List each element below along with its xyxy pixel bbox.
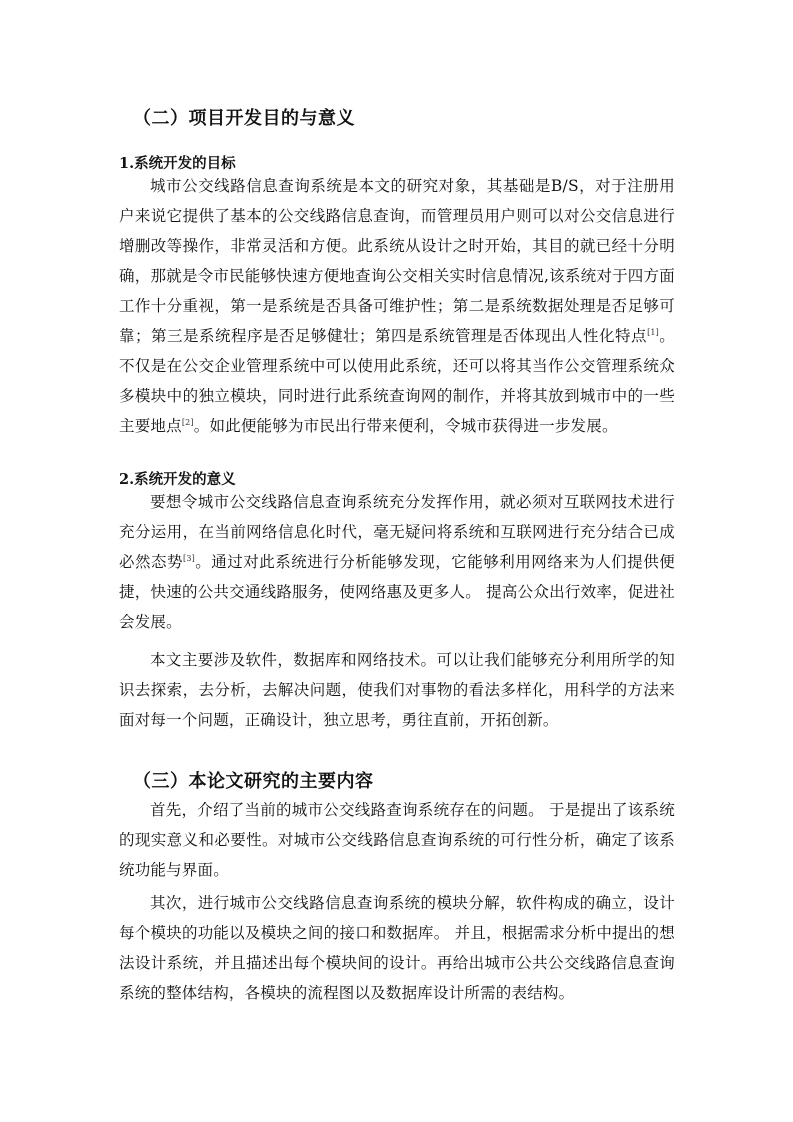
- citation-ref: [3]: [183, 553, 195, 563]
- citation-ref: [2]: [181, 417, 194, 427]
- paragraph-text: 。通过对此系统进行分析能够发现，它能够利用网络来为人们提供便捷，快速的公共交通线路服务，使网络惠及更多人。 提高公众出行效率，促进社会发展。: [119, 553, 675, 631]
- paragraph-development-meaning: [119, 487, 675, 637]
- paragraph-second: 其次，进行城市公交线路信息查询系统的模块分解，软件构成的确立，设计每个模块的功能以及模块之间的接口和数据库。 并且，根据需求分析中提出的想法设计系统，并且描述出每个模块间的设计。再给出城市公共公交线路信息查询系统的整体结构，各模块的流程图以及数据库设计所需的表结构。: [119, 894, 675, 1002]
- citation-ref: [1]: [647, 327, 659, 337]
- subheading-development-goal: 1.系统开发的目标: [119, 155, 236, 172]
- section-heading-purpose: （二）项目开发目的与意义: [133, 108, 355, 129]
- subheading-development-meaning: 2.系统开发的意义: [119, 471, 236, 488]
- paragraph-text: 城市公交线路信息查询系统是本文的研究对象，其基础是B/S，对于注册用户来说它提供了基本的公交线路信息查询，而管理员用户则可以对公交信息进行增删改等操作，非常灵活和方便。此系统从设计之时开始，其目的就已经十分明确，那就是令市民能够快速方便地查询公交相关实时信息情况,该系统对于四方面工作十分重视，第一是系统是否具备可维护性；第二是系统数据处理是否足够可靠；第三是系统程序是否足够健壮；第四是系统管理是否体现出人性化特点: [119, 177, 675, 345]
- paragraph-text: 。如此便能够为市民出行带来便利，令城市获得进一步发展。: [193, 417, 618, 435]
- paragraph-technologies: 本文主要涉及软件，数据库和网络技术。可以让我们能够充分利用所学的知识去探索，去分析，去解决问题，使我们对事物的看法多样化，用科学的方法来面对每一个问题，正确设计，独立思考，勇往直前，开拓创新。: [119, 651, 675, 729]
- paragraph-first: 首先，介绍了当前的城市公交线路查询系统存在的问题。 于是提出了该系统的现实意义和必要性。对城市公交线路信息查询系统的可行性分析，确定了该系统功能与界面。: [119, 801, 675, 879]
- paragraph-development-goal: [119, 171, 675, 441]
- section-heading-main-content: （三）本论文研究的主要内容: [133, 771, 374, 792]
- paragraph-text: 。不仅是在公交企业管理系统中可以使用此系统，还可以将其当作公交管理系统众多模块中的独立模块，同时进行此系统查询网的制作，并将其放到城市中的一些主要地点: [119, 327, 676, 435]
- paragraph-text: 要想令城市公交线路信息查询系统充分发挥作用，就必须对互联网技术进行充分运用，在当前网络信息化时代，毫无疑问将系统和互联网进行充分结合已成必然态势: [119, 493, 675, 571]
